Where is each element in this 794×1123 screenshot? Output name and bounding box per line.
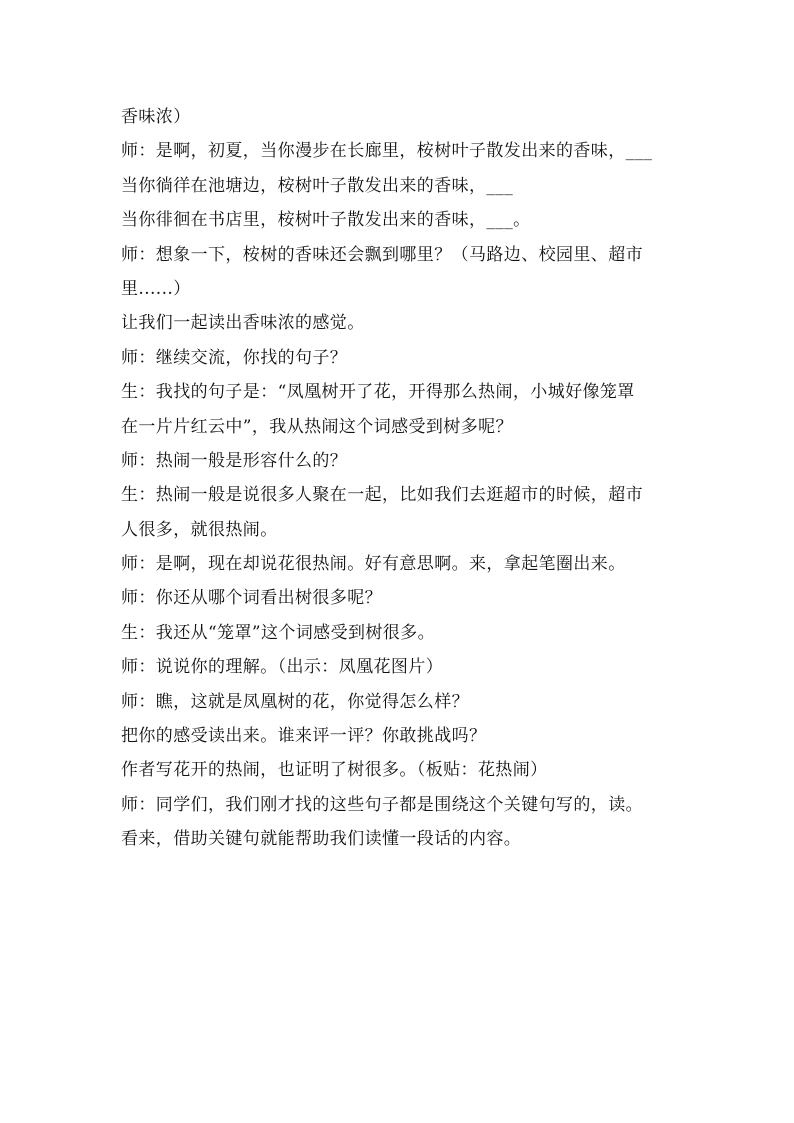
text-line: 看来，借助关键句就能帮助我们读懂一段话的内容。 (121, 829, 522, 850)
text-line: 师：瞧，这就是凤凰树的花，你觉得怎么样？ (121, 691, 469, 712)
text-line: 生：我找的句子是：“凤凰树开了花，开得那么热闹，小城好像笼罩 (121, 382, 635, 403)
text-line: 香味浓） (121, 107, 191, 127)
text-line: 师：继续交流，你找的句子？ (121, 347, 348, 368)
text-line: 师：你还从哪个词看出树很多呢？ (121, 588, 382, 609)
text-line: 师：同学们，我们刚才找的这些句子都是围绕这个关键句写的，读。 (121, 794, 643, 815)
text-line: 在一片片红云中”，我从热闹这个词感受到树多呢？ (121, 416, 513, 437)
text-line: 里......） (121, 278, 191, 299)
text-line: 人很多，就很热闹。 (121, 519, 278, 540)
text-line: 师：想象一下，桉树的香味还会飘到哪里？（马路边、校园里、超市 (121, 244, 643, 265)
text-line: 师：说说你的理解。（出示：凤凰花图片） (121, 657, 444, 678)
text-line: 师：是啊，初夏，当你漫步在长廊里，桉树叶子散发出来的香味，___ (121, 141, 653, 162)
text-line: 把你的感受读出来。谁来评一评？你敢挑战吗？ (121, 726, 487, 747)
text-line: 当你徘徊在书店里，桉树叶子散发出来的香味，___。 (121, 210, 531, 231)
text-line: 当你徜徉在池塘边，桉树叶子散发出来的香味，___ (121, 175, 514, 196)
text-line: 生：我还从“笼罩”这个词感受到树很多。 (121, 622, 435, 643)
document-body (121, 100, 681, 857)
text-line: 生：热闹一般是说很多人聚在一起，比如我们去逛超市的时候，超市 (121, 485, 643, 506)
text-line: 师：热闹一般是形容什么的？ (121, 450, 348, 471)
text-line: 作者写花开的热闹，也证明了树很多。（板贴：花热闹） (121, 760, 548, 781)
text-line: 师：是啊，现在却说花很热闹。好有意思啊。来，拿起笔圈出来。 (121, 554, 626, 575)
text-line: 让我们一起读出香味浓的感觉。 (121, 313, 365, 334)
